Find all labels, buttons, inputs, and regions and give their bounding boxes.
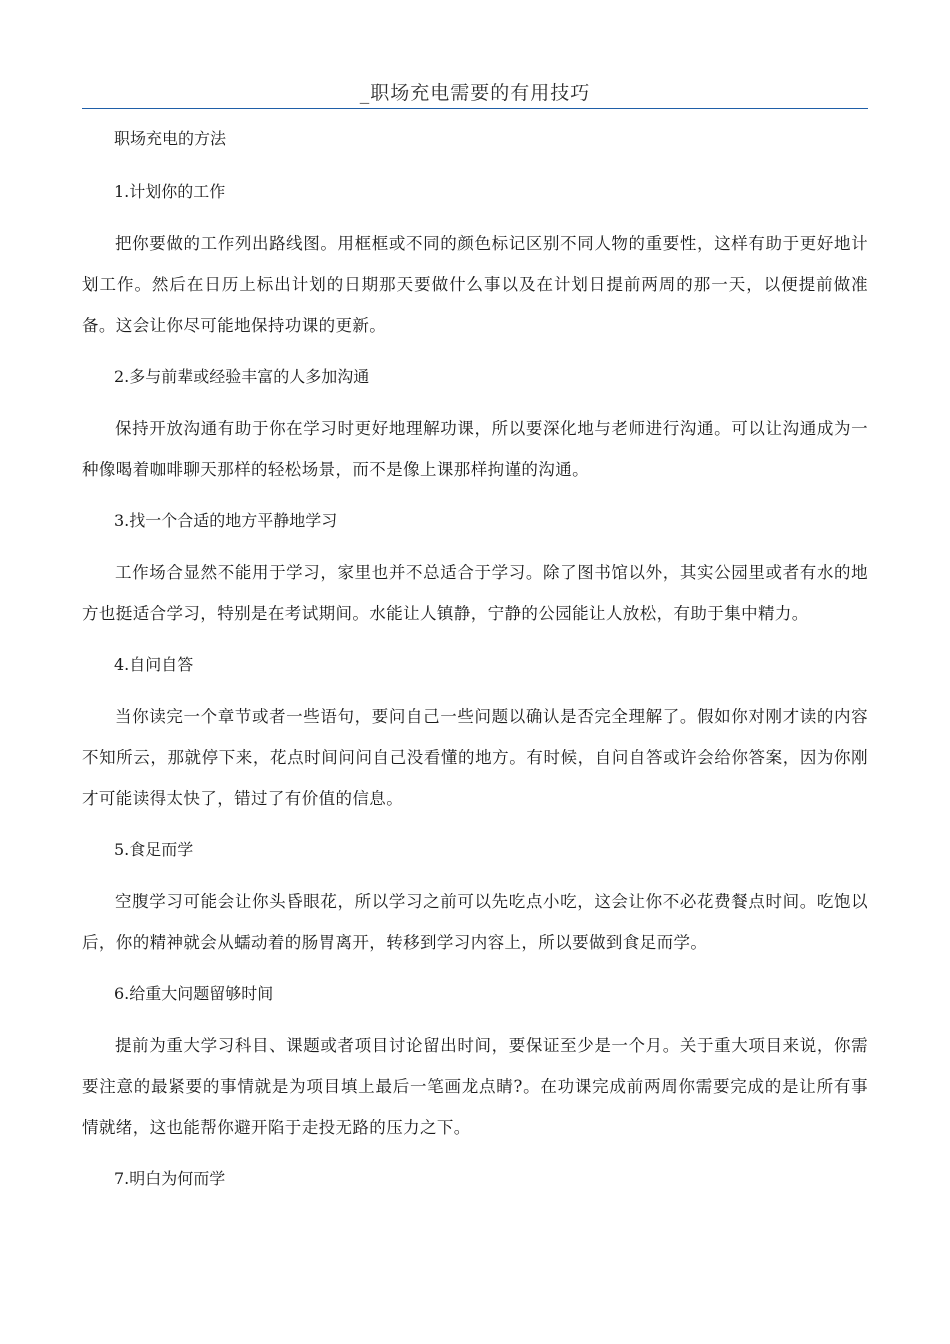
section-body-3: 工作场合显然不能用于学习，家里也并不总适合于学习。除了图书馆以外，其实公园里或者有水的地方也挺适合学习，特别是在考试期间。水能让人镇静，宁静的公园能让人放松，有助于集中精力。 xyxy=(82,563,868,623)
section-body-5: 空腹学习可能会让你头昏眼花，所以学习之前可以先吃点小吃，这会让你不必花费餐点时间。吃饱以后，你的精神就会从蠕动着的肠胃离开，转移到学习内容上，所以要做到食足而学。 xyxy=(82,892,868,952)
section-heading-5: 5.食足而学 xyxy=(114,840,194,859)
title-divider xyxy=(82,108,868,109)
section-heading-6: 6.给重大问题留够时间 xyxy=(114,984,274,1003)
section-body-4: 当你读完一个章节或者一些语句，要问自己一些问题以确认是否完全理解了。假如你对刚才读的内容不知所云，那就停下来，花点时间问问自己没看懂的地方。有时候，自问自答或许会给你答案，因为你刚才可能读得太快了，错过了有价值的信息。 xyxy=(82,707,868,808)
section-heading-7: 7.明白为何而学 xyxy=(114,1169,226,1188)
section-heading-3: 3.找一个合适的地方平静地学习 xyxy=(114,511,338,530)
document-body xyxy=(82,122,868,1196)
intro-label: 职场充电的方法 xyxy=(114,129,227,148)
page-title: _职场充电需要的有用技巧 xyxy=(359,82,591,104)
section-body-6: 提前为重大学习科目、课题或者项目讨论留出时间，要保证至少是一个月。关于重大项目来说，你需要注意的最紧要的事情就是为项目填上最后一笔画龙点睛?。在功课完成前两周你需要完成的是让所有事情就绪，这也能帮你避开陷于走投无路的压力之下。 xyxy=(82,1036,868,1137)
section-heading-1: 1.计划你的工作 xyxy=(114,182,226,201)
section-body-2: 保持开放沟通有助于你在学习时更好地理解功课，所以要深化地与老师进行沟通。可以让沟通成为一种像喝着咖啡聊天那样的轻松场景，而不是像上课那样拘谨的沟通。 xyxy=(82,419,868,479)
section-heading-4: 4.自问自答 xyxy=(114,655,194,674)
section-heading-2: 2.多与前辈或经验丰富的人多加沟通 xyxy=(114,367,370,386)
section-body-1: 把你要做的工作列出路线图。用框框或不同的颜色标记区别不同人物的重要性，这样有助于更好地计划工作。然后在日历上标出计划的日期那天要做什么事以及在计划日提前两周的那一天，以便提前做准备。这会让你尽可能地保持功课的更新。 xyxy=(82,234,868,335)
